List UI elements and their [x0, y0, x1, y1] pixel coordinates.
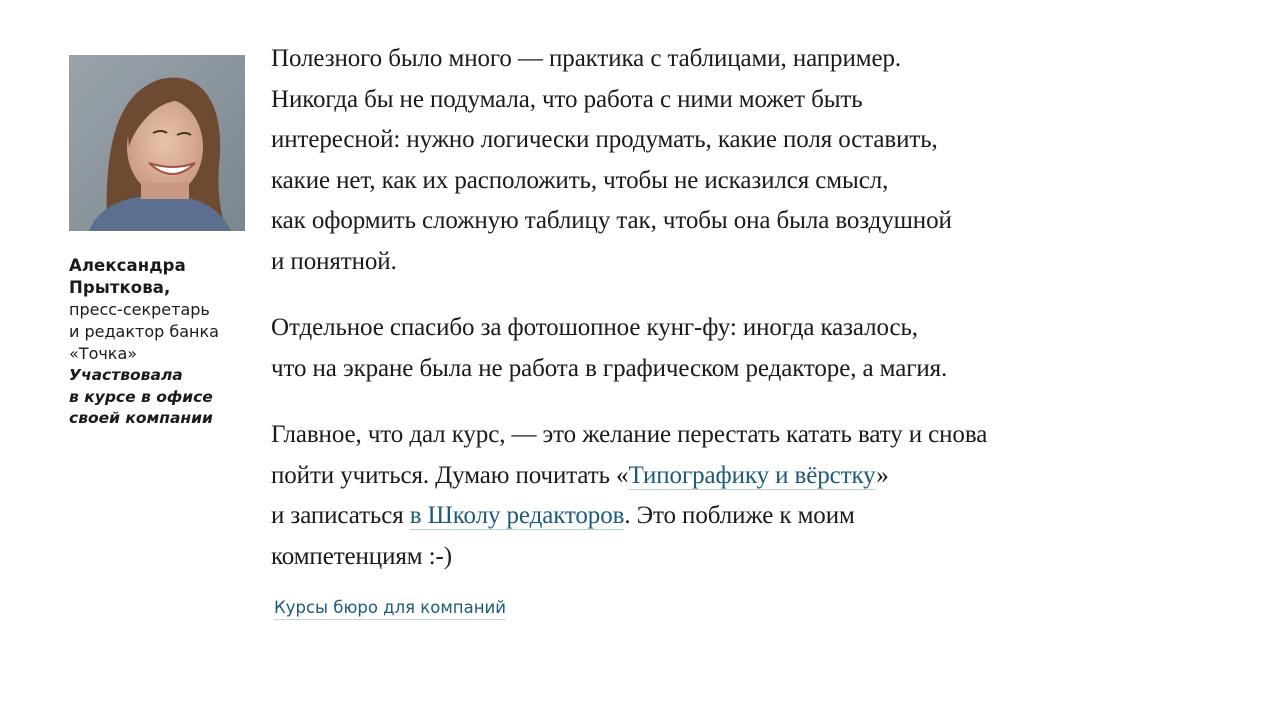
quote-line: что на экране была не работа в графическом редакторе, а магия. — [271, 354, 948, 382]
author-role-line1: пресс-секретарь — [69, 300, 210, 319]
author-name-line2: Прыткова, — [69, 278, 171, 297]
author-portrait-image — [69, 55, 245, 231]
author-name-line1: Александра — [69, 256, 186, 275]
author-note-line1: Участвовала — [69, 366, 183, 384]
company-courses-link[interactable]: Курсы бюро для компаний — [274, 597, 506, 620]
quote-line: интересной: нужно логически продумать, какие поля оставить, — [271, 126, 938, 153]
quote-text-fragment: и записаться — [271, 502, 410, 529]
quote-paragraph-1 — [271, 39, 1171, 282]
author-photo — [69, 55, 245, 231]
quote-line: Никогда бы не подумала, что работа с ними может быть — [271, 85, 863, 113]
typography-book-link[interactable]: Типографику и вёрстку — [628, 461, 877, 489]
quote-line: компетенциям :-) — [271, 542, 452, 570]
quote-text-fragment: » — [876, 461, 889, 489]
quote-line: и понятной. — [271, 247, 397, 275]
quote-text-fragment: . Это поближе к моим — [624, 502, 855, 529]
author-note-line2: в курсе в офисе — [69, 387, 213, 406]
editors-school-link[interactable]: в Школу редакторов — [409, 502, 625, 529]
author-role-line2: и редактор банка — [69, 322, 219, 341]
quote-line: Главное, что дал курс, — это желание перестать катать вату и снова — [271, 421, 988, 448]
quote-text — [271, 39, 1171, 620]
author-note-line3: своей компании — [69, 409, 213, 427]
author-column — [69, 55, 254, 430]
quote-line: Полезного было много — практика с таблицами, например. — [271, 45, 901, 72]
quote-paragraph-2 — [271, 308, 1171, 389]
quote-line: какие нет, как их расположить, чтобы не исказился смысл, — [271, 166, 889, 194]
quote-line: Отдельное спасибо за фотошопное кунг-фу: иногда казалось, — [271, 314, 918, 341]
quote-text-fragment: пойти учиться. Думаю почитать « — [271, 461, 629, 489]
quote-line: как оформить сложную таблицу так, чтобы она была воздушной — [271, 207, 952, 234]
author-role-line3: «Точка» — [69, 344, 138, 363]
quote-paragraph-3 — [271, 415, 1171, 577]
author-caption — [69, 255, 254, 430]
